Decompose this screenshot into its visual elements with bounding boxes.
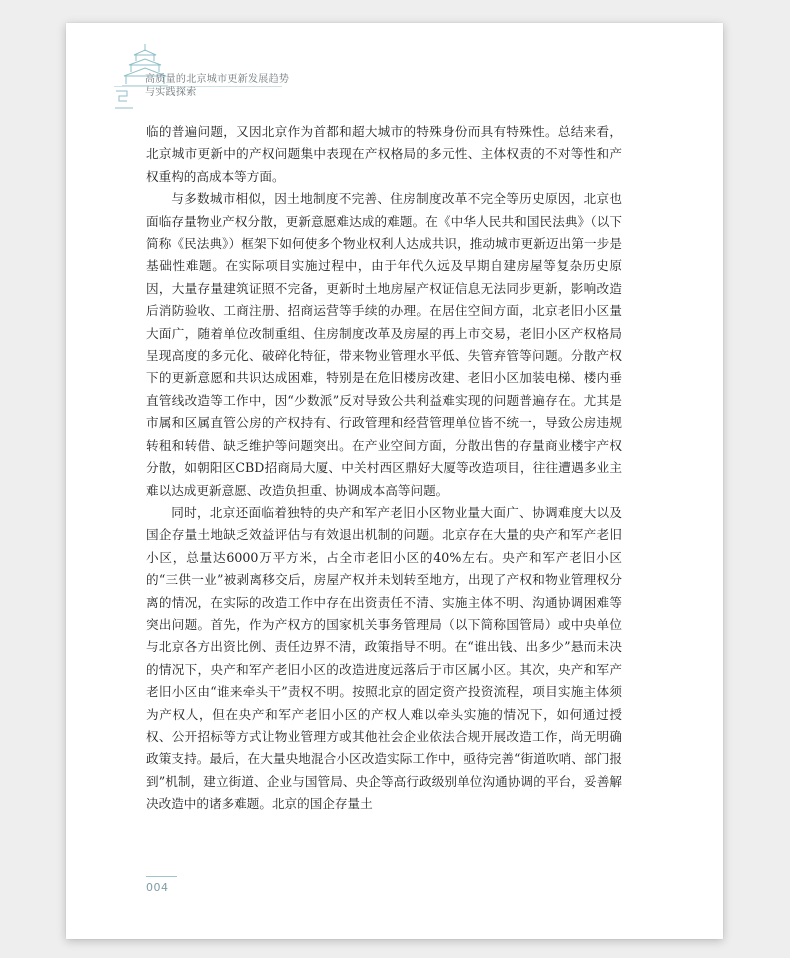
page-number: 004 (146, 881, 169, 894)
paragraph: 同时，北京还面临着独特的央产和军产老旧小区物业量大面广、协调难度大以及国企存量土地缺乏效益评估与有效退出机制的问题。北京存在大量的央产和军产老旧小区，总量达6000万平方米，占全市老旧小区的40%左右。央产和军产老旧小区的“三供一业”被剥离移交后，房屋产权并未划转至地方，出现了产权和物业管理权分离的情况，在实际的改造工作中存在出资责任不清、实施主体不明、沟通协调困难等突出问题。首先，作为产权方的国家机关事务管理局（以下简称国管局）或中央单位与北京各方出资比例、责任边界不清，政策指导不明。在“谁出钱、出多少”悬而未决的情况下，央产和军产老旧小区的改造进度远落后于市区属小区。其次，央产和军产老旧小区由“谁来牵头干”责权不明。按照北京的固定资产投资流程，项目实施主体须为产权人，但在央产和军产老旧小区的产权人难以牵头实施的情况下，如何通过授权、公开招标等方式让物业管理方或其他社会企业依法合规开展改造工作，尚无明确政策支持。最后，在大量央地混合小区改造实际工作中，亟待完善“街道吹哨、部门报到”机制，建立街道、企业与国管局、央企等高行政级别单位沟通协调的平台，妥善解决改造中的诸多难题。北京的国企存量土 (146, 504, 622, 812)
paragraph: 与多数城市相似，因土地制度不完善、住房制度改革不完全等历史原因，北京也面临存量物业产权分散，更新意愿难达成的难题。在《中华人民共和国民法典》（以下简称《民法典》）框架下如何使多个物业权利人达成共识，推动城市更新迈出第一步是基础性难题。在实际项目实施过程中，由于年代久远及早期自建房屋等复杂历史原因，大量存量建筑证照不完备，更新时土地房屋产权证信息无法同步更新，影响改造后消防验收、工商注册、招商运营等手续的办理。在居住空间方面，北京老旧小区量大面广，随着单位改制重组、住房制度改革及房屋的再上市交易，老旧小区产权格局呈现高度的多元化、破碎化特征，带来物业管理水平低、失管弃管等问题。分散产权下的更新意愿和共识达成困难，特别是在危旧楼房改建、老旧小区加装电梯、楼内垂直管线改造等工作中，因“少数派”反对导致公共利益难实现的问题普遍存在。尤其是市属和区属直管公房的产权持有、行政管理和经营管理单位皆不统一，导致公房违规转租和转借、缺乏维护等问题突出。在产业空间方面，分散出售的存量商业楼宇产权分散，如朝阳区CBD招商局大厦、中关村西区鼎好大厦等改造项目，往往遭遇多业主难以达成更新意愿、改造负担重、协调成本高等问题。 (146, 191, 622, 498)
footer-rule (146, 876, 177, 877)
paragraph: 临的普遍问题，又因北京作为首都和超大城市的特殊身份而具有特殊性。总结来看，北京城市更新中的产权问题集中表现在产权格局的多元性、主体权责的不对等性和产权重构的高成本等方面。 (146, 124, 622, 184)
running-head (145, 74, 289, 99)
body-text (146, 121, 622, 816)
running-head-line2: 与实践探索 (145, 86, 197, 98)
running-head-line1: 高质量的北京城市更新发展趋势 (145, 74, 290, 85)
book-page (66, 23, 723, 939)
